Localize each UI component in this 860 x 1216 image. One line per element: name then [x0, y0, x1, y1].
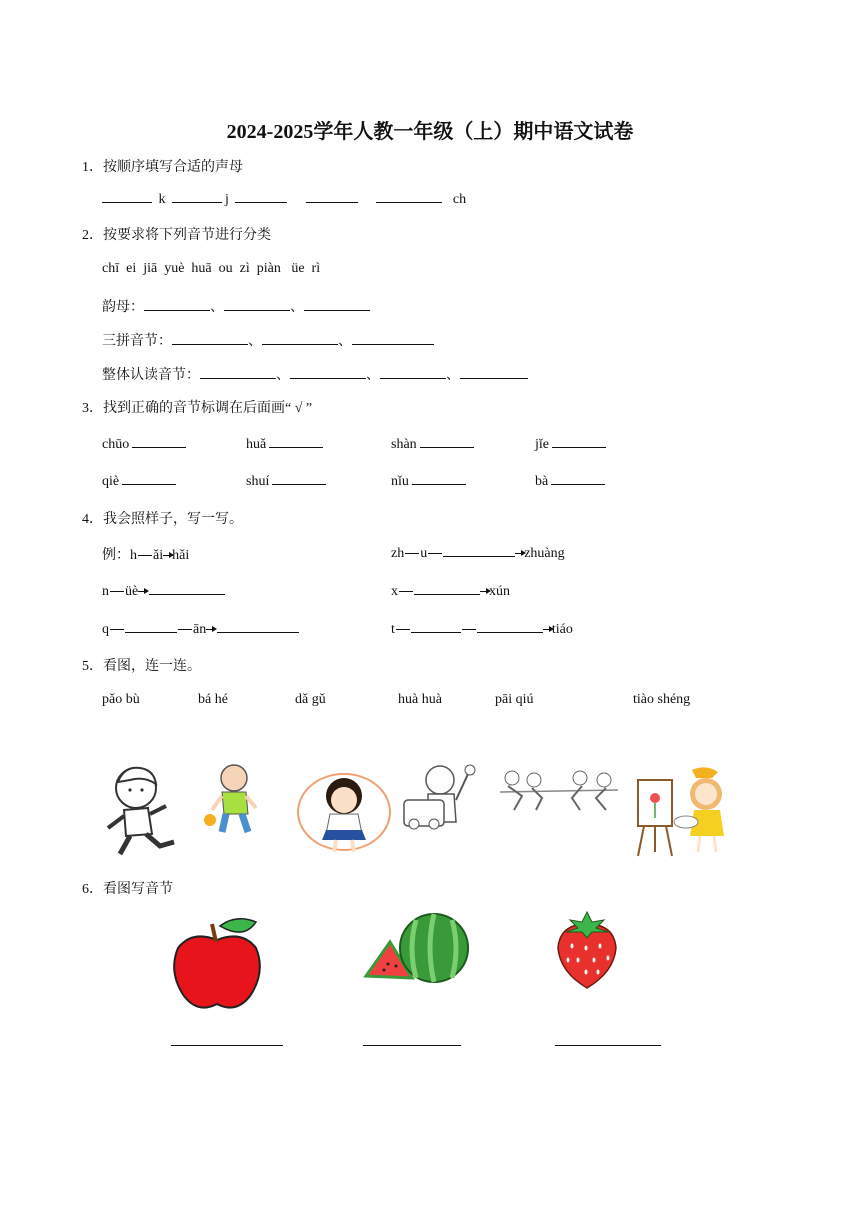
- q3-syllable: chūo: [102, 437, 130, 452]
- q4-part: t: [391, 622, 395, 637]
- q2-zhengti-blank-1[interactable]: [200, 366, 276, 379]
- q2-sep: 、: [290, 300, 304, 315]
- dash-mark: [462, 629, 476, 630]
- q5-heading: 5．看图，连一连。: [82, 659, 201, 674]
- q2-yunmu-blank-1[interactable]: [144, 298, 210, 311]
- q2-sanpin-blank-3[interactable]: [352, 332, 434, 345]
- q1-blank-5[interactable]: [376, 190, 442, 203]
- q2-sep: 、: [366, 368, 380, 383]
- arrow-icon: [163, 555, 171, 556]
- q2-sep: 、: [276, 368, 290, 383]
- dash-mark: [138, 555, 152, 556]
- q3-blank[interactable]: [122, 472, 176, 485]
- q6-answer-watermelon[interactable]: [363, 1045, 461, 1046]
- q3-item: [246, 435, 326, 453]
- q2-heading: 2．按要求将下列音节进行分类: [82, 228, 271, 243]
- q4-row2-left: [102, 582, 225, 600]
- dash-mark: [399, 591, 413, 592]
- q3-syllable: nǐu: [391, 474, 409, 489]
- q2-sanpin-label: 三拼音节：: [102, 334, 172, 349]
- q1-letter-ch: ch: [452, 192, 467, 207]
- q3-item: [535, 472, 608, 490]
- q2-sanpin-blank-1[interactable]: [172, 332, 248, 345]
- page-title: 2024-2025学年人教一年级（上）期中语文试卷: [226, 121, 634, 143]
- running-boy-image[interactable]: [100, 762, 182, 858]
- q4-part: n: [102, 584, 109, 599]
- q4-blank[interactable]: [149, 582, 225, 595]
- q3-blank[interactable]: [132, 435, 186, 448]
- q2-sep: 、: [338, 334, 352, 349]
- watermelon-image[interactable]: [364, 912, 472, 984]
- q4-blank[interactable]: [477, 620, 543, 633]
- q4-example-final: ǎi: [153, 548, 164, 563]
- q2-sanpin-row: [102, 330, 434, 350]
- q1-letter-k: k: [158, 192, 166, 207]
- dash-mark: [405, 553, 419, 554]
- q1-heading: 1．按顺序填写合适的声母: [82, 160, 243, 175]
- q4-row1-right: [391, 544, 565, 562]
- q2-sep: 、: [210, 300, 224, 315]
- q1-blank-2[interactable]: [172, 190, 222, 203]
- q3-item: [246, 472, 329, 490]
- apple-image[interactable]: [172, 916, 262, 1012]
- q3-syllable: huǎ: [246, 437, 267, 452]
- q4-example-initial: 例：h: [102, 548, 137, 563]
- q4-blank[interactable]: [414, 582, 480, 595]
- q4-blank[interactable]: [217, 620, 299, 633]
- q4-part: üè: [125, 584, 139, 599]
- q4-example-result: hǎi: [172, 548, 190, 563]
- q2-yunmu-blank-3[interactable]: [304, 298, 370, 311]
- q3-syllable: jǐe: [535, 437, 549, 452]
- q2-zhengti-blank-2[interactable]: [290, 366, 366, 379]
- q3-item: [391, 435, 477, 453]
- q4-row3-left: [102, 620, 299, 638]
- dash-mark: [396, 629, 410, 630]
- dash-mark: [428, 553, 442, 554]
- arrow-icon: [543, 629, 551, 630]
- ball-boy-image[interactable]: [198, 762, 268, 842]
- rope-girl-image[interactable]: [296, 768, 392, 856]
- q6-heading: 6．看图写音节: [82, 882, 173, 897]
- q3-blank[interactable]: [420, 435, 474, 448]
- q2-sep: 、: [446, 368, 460, 383]
- q2-zhengti-label: 整体认读音节：: [102, 368, 200, 383]
- q4-result: tiáo: [551, 622, 573, 637]
- q2-yunmu-blank-2[interactable]: [224, 298, 290, 311]
- q2-zhengti-blank-4[interactable]: [460, 366, 528, 379]
- q3-blank[interactable]: [552, 435, 606, 448]
- q5-word-tiaosheng[interactable]: tiào shéng: [633, 692, 691, 707]
- q5-word-bahe[interactable]: bá hé: [198, 692, 228, 707]
- q1-letter-j: j: [225, 192, 229, 207]
- q4-row2-right: [391, 582, 510, 600]
- q2-sep: 、: [248, 334, 262, 349]
- q5-word-paiqiu[interactable]: pāi qiú: [495, 692, 534, 707]
- q3-syllable: shàn: [391, 437, 417, 452]
- q2-zhengti-row: [102, 364, 528, 384]
- q2-syllables: chī ei jiā yuè huā ou zì piàn üe rì: [102, 261, 321, 276]
- q2-sanpin-blank-2[interactable]: [262, 332, 338, 345]
- q3-item: [391, 472, 469, 490]
- drum-boy-image[interactable]: [400, 760, 492, 840]
- q4-part: zh: [391, 546, 405, 561]
- arrow-icon: [138, 591, 146, 592]
- q4-blank[interactable]: [411, 620, 461, 633]
- q4-part: u: [420, 546, 428, 561]
- q4-result: zhuàng: [524, 546, 565, 561]
- q3-item: [102, 435, 189, 453]
- q4-part: q: [102, 622, 109, 637]
- q3-item: [102, 472, 179, 490]
- q1-blank-1[interactable]: [102, 190, 152, 203]
- q3-heading: 3．找到正确的音节标调在后面画“ √ ”: [82, 401, 313, 416]
- strawberry-image[interactable]: [556, 910, 618, 990]
- q3-blank[interactable]: [272, 472, 326, 485]
- q3-blank[interactable]: [551, 472, 605, 485]
- q3-blank[interactable]: [269, 435, 323, 448]
- painting-girl-image[interactable]: [634, 764, 738, 858]
- tug-of-war-image[interactable]: [496, 766, 622, 816]
- q5-word-huahua[interactable]: huà huà: [398, 692, 442, 707]
- q4-blank[interactable]: [443, 544, 515, 557]
- q3-syllable: qiè: [102, 474, 120, 489]
- q5-word-paobu[interactable]: pǎo bù: [102, 692, 140, 707]
- dash-mark: [110, 591, 124, 592]
- q2-yunmu-row: [102, 296, 370, 316]
- arrow-icon: [480, 591, 488, 592]
- q4-example: [102, 544, 189, 564]
- q5-word-dagu[interactable]: dǎ gǔ: [295, 692, 326, 707]
- arrow-icon: [515, 553, 523, 554]
- q6-answer-strawberry[interactable]: [555, 1045, 661, 1046]
- q1-blank-4[interactable]: [306, 190, 358, 203]
- arrow-icon: [206, 629, 214, 630]
- q2-zhengti-blank-3[interactable]: [380, 366, 446, 379]
- dash-mark: [110, 629, 124, 630]
- q3-blank[interactable]: [412, 472, 466, 485]
- q4-blank[interactable]: [125, 620, 177, 633]
- q4-result: xún: [489, 584, 510, 599]
- q4-heading: 4．我会照样子，写一写。: [82, 512, 243, 527]
- q1-sequence: [102, 190, 466, 208]
- q6-answer-apple[interactable]: [171, 1045, 283, 1046]
- q3-item: [535, 435, 609, 453]
- q4-part: x: [391, 584, 398, 599]
- q4-part: ān: [193, 622, 207, 637]
- q2-yunmu-label: 韵母：: [102, 300, 144, 315]
- q3-syllable: shuí: [246, 474, 270, 489]
- q4-row3-right: [391, 620, 573, 638]
- q1-blank-3[interactable]: [235, 190, 287, 203]
- q3-syllable: bà: [535, 474, 549, 489]
- dash-mark: [178, 629, 192, 630]
